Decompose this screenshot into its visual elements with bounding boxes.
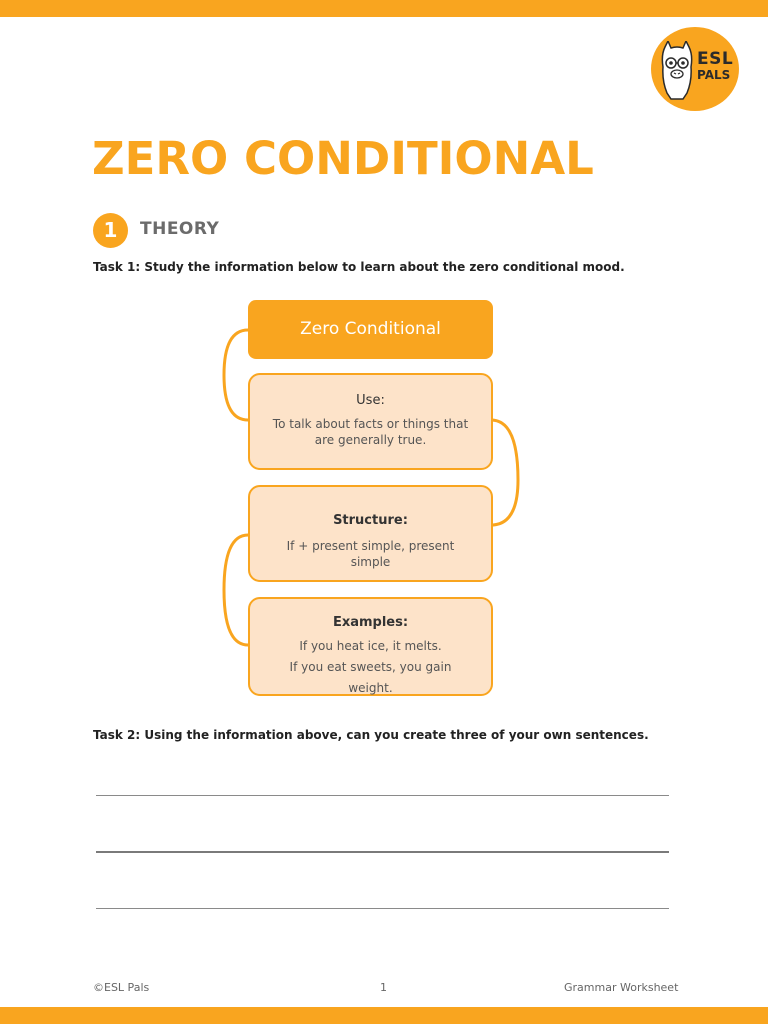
example-line-1: If you heat ice, it melts. <box>299 639 442 653</box>
examples-card-title: Examples: <box>332 615 409 630</box>
task-2-instruction: Task 2: Using the information above, can you create three of your own sentences. <box>93 728 649 742</box>
writing-line-1[interactable] <box>96 795 669 796</box>
llama-icon <box>657 41 697 101</box>
footer-worksheet-type: Grammar Worksheet <box>564 981 679 994</box>
bottom-accent-bar <box>0 1007 768 1024</box>
examples-card <box>248 597 493 696</box>
diagram-header-box: Zero Conditional <box>248 300 493 359</box>
structure-card-title: Structure: <box>333 513 408 528</box>
logo-text-pals: PALS <box>697 68 731 82</box>
structure-card-text: If + present simple, present simple <box>286 539 455 569</box>
writing-line-3[interactable] <box>96 908 669 909</box>
connector-right <box>491 420 518 525</box>
use-card-title: Use: <box>356 393 385 408</box>
section-number-badge: 1 <box>93 213 128 248</box>
connector-left-top <box>224 330 248 420</box>
footer-page-number: 1 <box>380 981 387 994</box>
connector-left-bottom <box>224 535 248 645</box>
use-card-text: To talk about facts or things that are generally true. <box>272 417 469 447</box>
esl-pals-logo <box>651 27 739 111</box>
structure-card <box>248 485 493 582</box>
footer-copyright: ©ESL Pals <box>93 981 150 994</box>
section-label: THEORY <box>140 219 220 239</box>
writing-line-2[interactable] <box>96 851 669 853</box>
task-1-instruction: Task 1: Study the information below to learn about the zero conditional mood. <box>93 260 625 274</box>
example-line-2: If you eat sweets, you gain weight. <box>289 660 452 695</box>
logo-text-esl: ESL <box>697 49 734 69</box>
top-accent-bar <box>0 0 768 17</box>
page-title: ZERO CONDITIONAL <box>92 132 594 185</box>
use-card <box>248 373 493 470</box>
